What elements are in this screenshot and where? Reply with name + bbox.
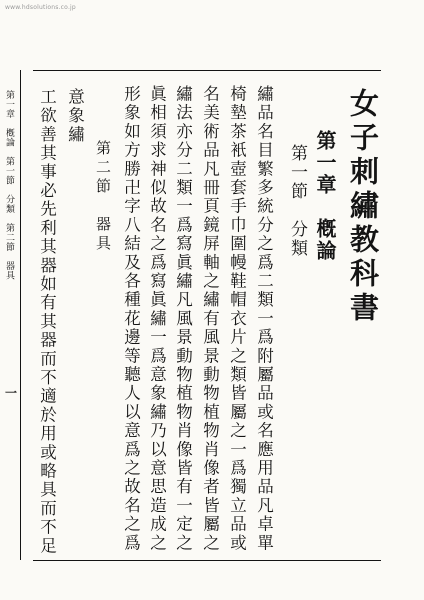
body-line-6: 形象如方勝卍字八結及各種花邊等聽人以意爲之故名之爲 — [121, 85, 141, 553]
top-rule — [33, 70, 381, 71]
section-2-heading: 第二節 器具 — [94, 140, 112, 254]
body-line-2: 椅墊茶衹壺套手巾圍幔鞋帽衣片之類皆屬之一爲獨立品或 — [227, 85, 247, 553]
book-title: 女子刺繡教科書 — [346, 88, 380, 326]
page-number: 一 — [5, 386, 18, 400]
body-line-7: 意象繡 — [65, 88, 85, 145]
body-line-3: 名美術品凡冊頁鏡屏軸之繡有風景動物植物肖像者皆屬之 — [200, 85, 220, 553]
section-1-heading: 第一節 分類 — [287, 144, 307, 258]
bottom-rule — [33, 560, 381, 561]
chapter-heading: 第一章 槪論 — [313, 130, 337, 262]
body-line-5: 眞相須求神似故名之爲寫眞繡一爲意象繡乃以意思造成之 — [147, 85, 167, 553]
body-line-8: 工欲善其事必先利其器如有其器而不適於用或略具而不足 — [37, 88, 57, 556]
running-header: 第一章 槪論 第一節 分類 第二節 器具 — [4, 90, 14, 280]
margin-rule — [20, 70, 21, 560]
body-line-4: 繡法亦分二類一爲寫眞繡凡風景動物植物肖像皆有一定之 — [173, 85, 193, 553]
body-line-1: 繡品名目繁多統分之爲二類一爲附屬品或名應用品凡卓單 — [254, 85, 274, 553]
watermark: www.hdsolutions.co.jp — [5, 4, 76, 11]
